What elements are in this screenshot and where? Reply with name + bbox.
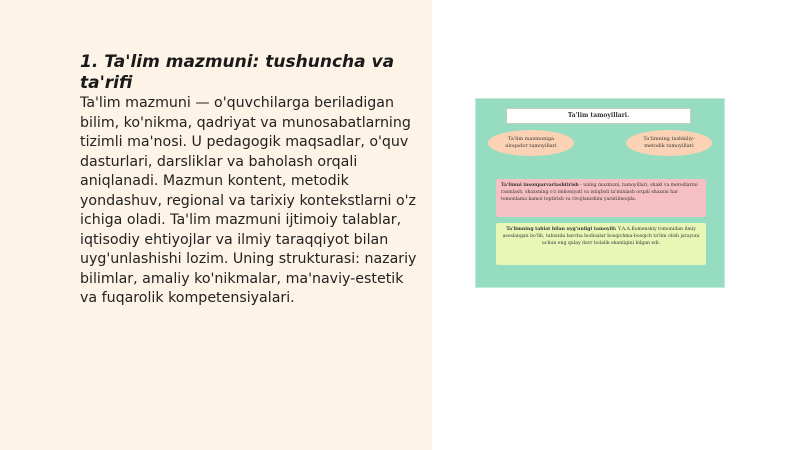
principles-diagram-image bbox=[475, 98, 725, 288]
diagram-humanization-box bbox=[496, 179, 706, 217]
slide-body-text: Ta'lim mazmuni — o'quvchilarga beriladigan bilim, ko'nikma, qadriyat va munosabatlarning tizimli ma'nosi. U pedagogik maqsadlar, o'quv dasturlari, darsliklar va baholash orqali aniqlanadi. Mazmun kontent, metodik yondashuv, regional va tarixiy kontekstlarni o'z ichiga oladi. Ta'lim mazmuni ijtimoiy talablar, iqtisodiy ehtiyojlar va ilmiy taraqqiyot bilan uyg'unlashishi lozim. Uning strukturasi: nazariy bilimlar, amaliy ko'nikmalar, ma'naviy-estetik va fuqarolik kompetensiyalari. bbox=[80, 95, 417, 306]
oval-label: Ta'limning tashkiliy-metodik tamoyillari bbox=[643, 136, 695, 149]
diagram-nature-conformity-box bbox=[496, 223, 706, 265]
diagram-oval-content-principles bbox=[488, 130, 574, 156]
slide-title: 1. Ta'lim mazmuni: tushuncha va ta'rifi bbox=[80, 52, 395, 93]
diagram-header: Ta'lim tamoyillari. bbox=[506, 108, 691, 124]
oval-label: Ta'lim mazmuniga aloqador tamoyillari bbox=[505, 136, 557, 149]
box-title: Ta'limning tabiat bilan uyg'unligi tamoyili: bbox=[506, 227, 617, 232]
box-text: - uning mazmuni, tamoyillari, shakl va metodlarini rasmlash, shaxsning o'z imkoniyati va istiqboli ta'minlash orqali shaxsni har tomonlama kamol toptirish va rivojlanishini yaratilmoqda. bbox=[501, 183, 698, 202]
diagram-oval-organizational-principles bbox=[626, 130, 712, 156]
box-text: Y.A.A.Komenskiy tomonidan ilmiy asoslangan bo'lib, tabiatda barcha hodisalar bosqichma-bosqich ta'lim olish jarayoni uchun eng qulay davr bolalik ekanligini bilgan edi. bbox=[502, 227, 700, 246]
box-title: Ta'limni insonparvarlashtirish bbox=[501, 183, 579, 188]
